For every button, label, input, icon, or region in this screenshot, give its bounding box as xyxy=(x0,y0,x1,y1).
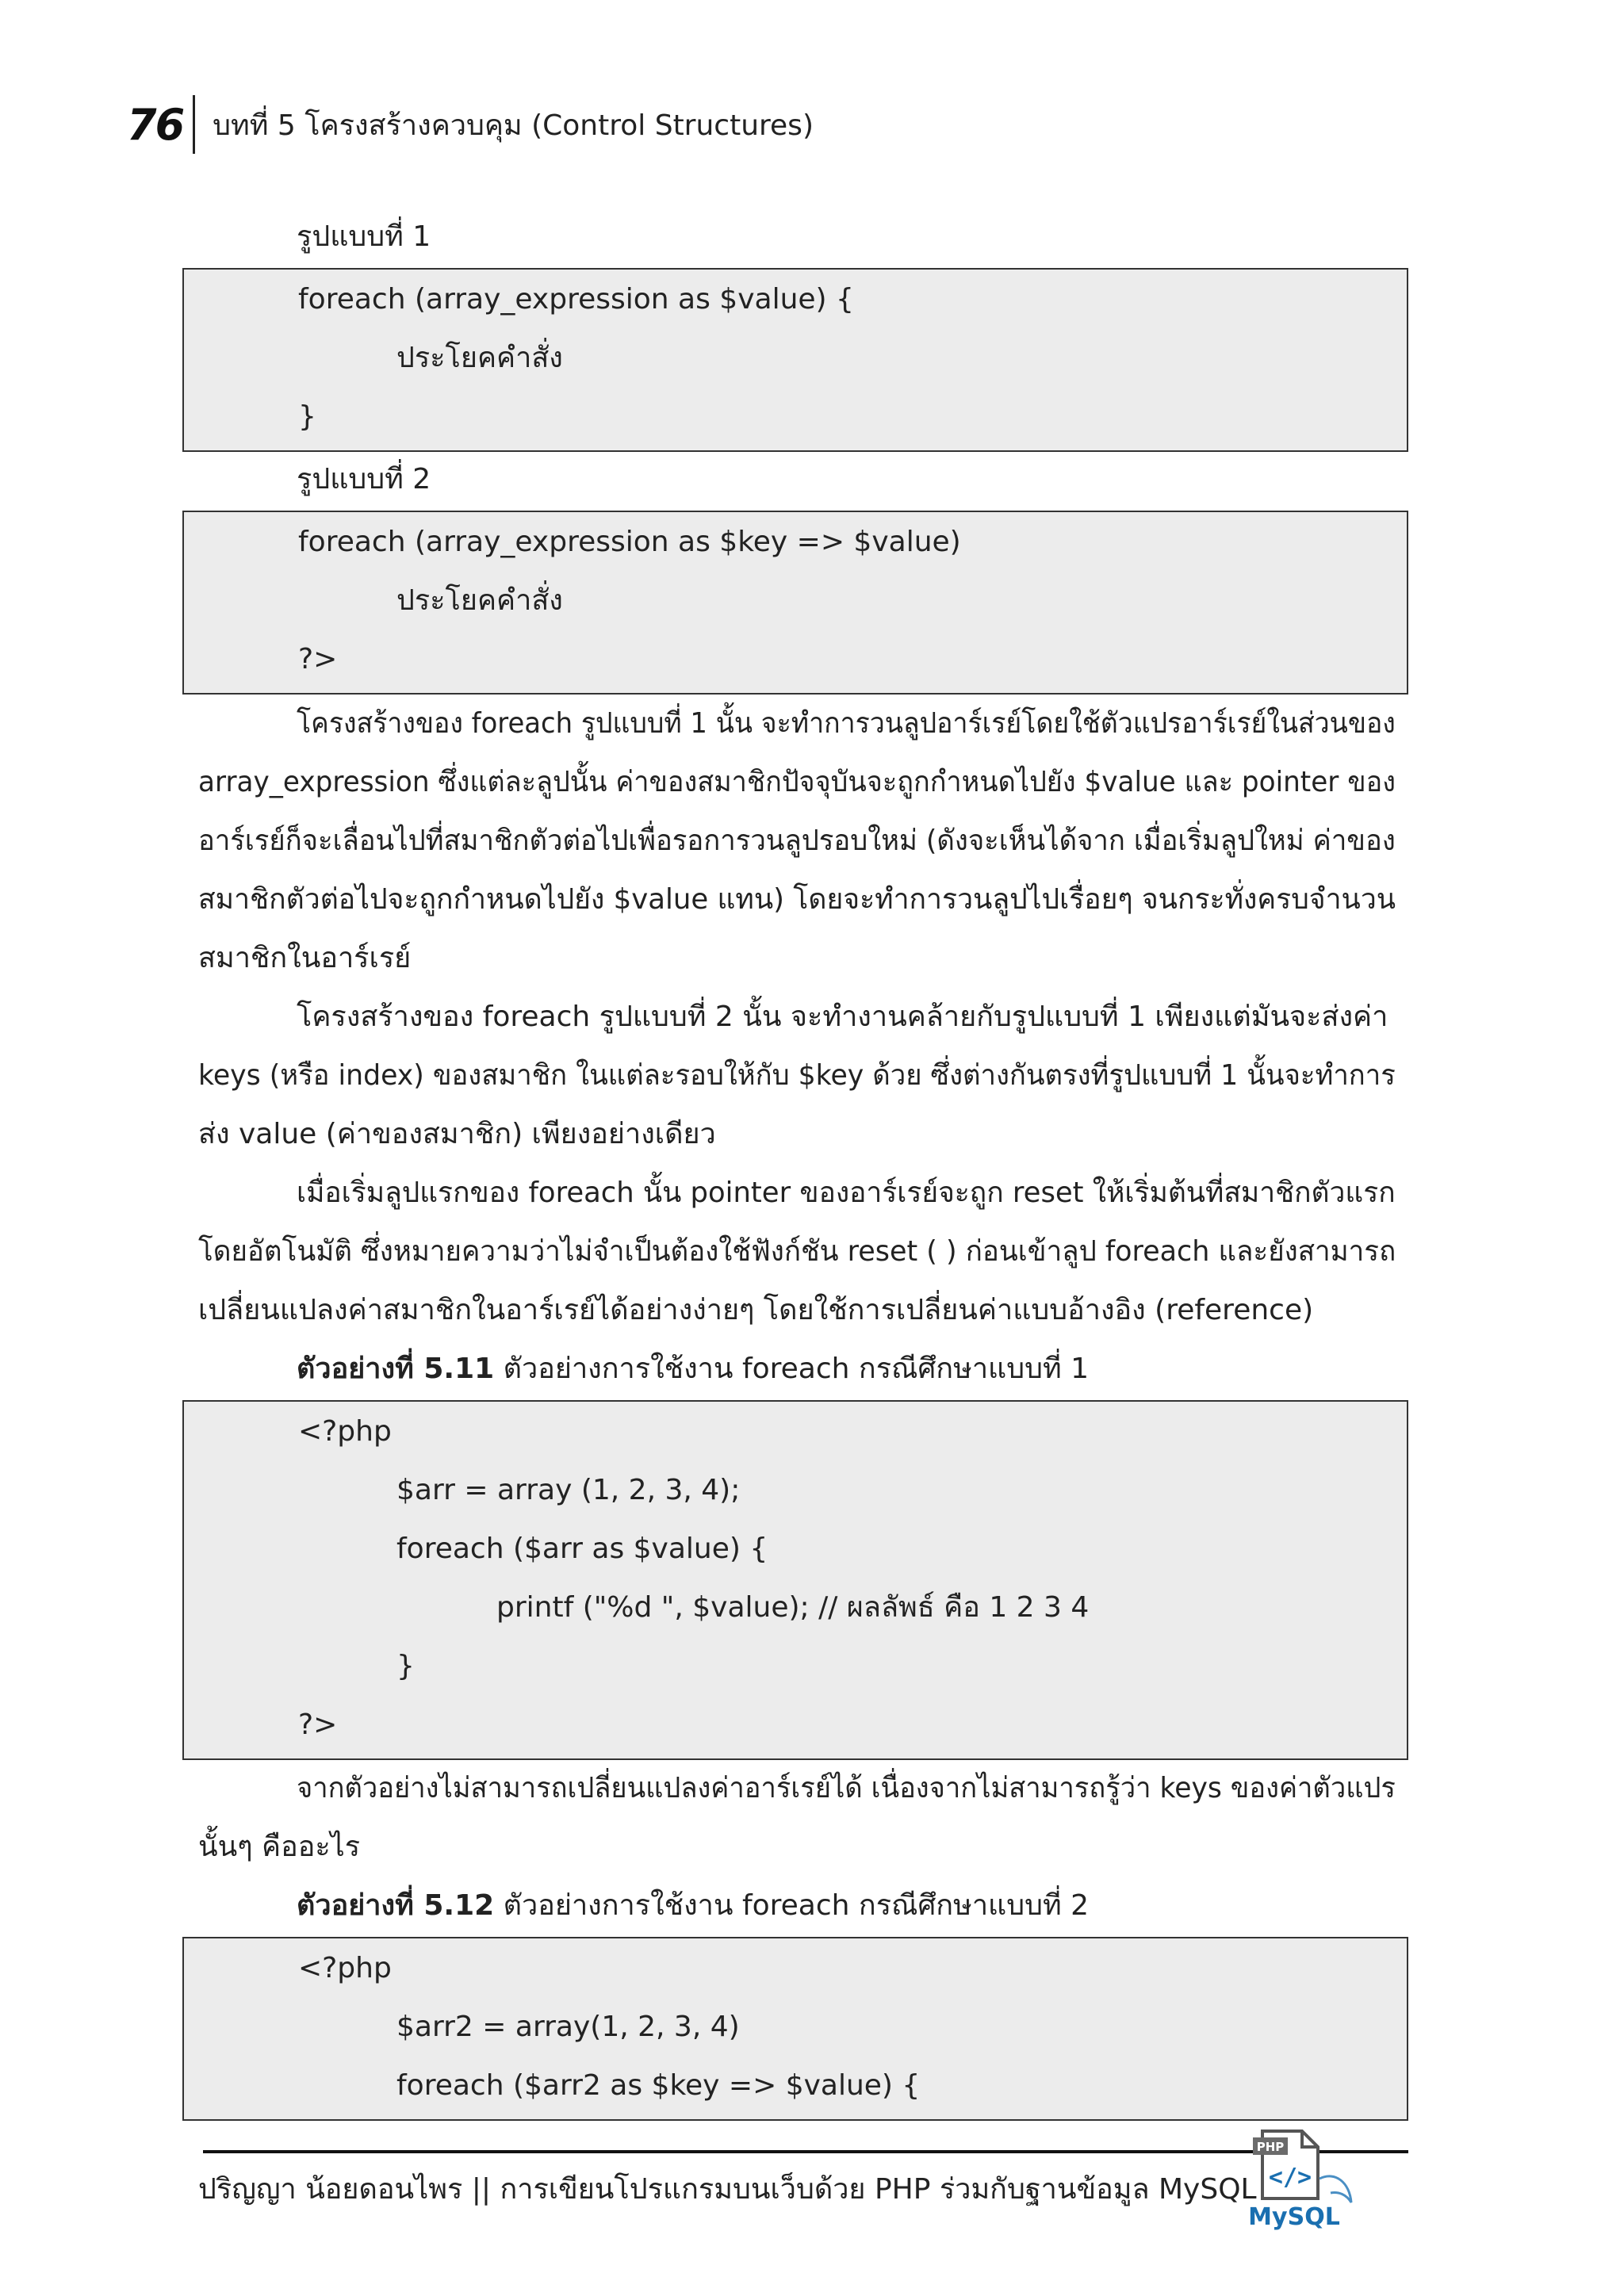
example2-number: ตัวอย่างที่ 5.12 xyxy=(297,1889,495,1922)
paragraph-line: อาร์เรย์ก็จะเลื่อนไปที่สมาชิกตัวต่อไปเพื่อรอการวนลูปรอบใหม่ (ดังจะเห็นได้จาก เมื่อเริ่มลูปใหม่ ค่าของ xyxy=(198,825,1396,857)
paragraph-line: array_expression ซึ่งแต่ละลูปนั้น ค่าของสมาชิกปัจจุบันจะถูกกำหนดไปยัง $value และ pointer ของ xyxy=(198,766,1396,798)
example2-code-box xyxy=(182,1937,1408,2121)
example1-code-box xyxy=(182,1400,1408,1760)
code-line: foreach ($arr2 as $key => $value) { xyxy=(396,2069,921,2102)
page-number: 76 xyxy=(127,99,184,150)
paragraph-line: สมาชิกในอาร์เรย์ xyxy=(198,942,412,974)
paragraph-line: จากตัวอย่างไม่สามารถเปลี่ยนแปลงค่าอาร์เรย์ได้ เนื่องจากไม่สามารถรู้ว่า keys ของค่าตัวแปร xyxy=(297,1772,1396,1804)
paragraph-line: สมาชิกตัวต่อไปจะถูกกำหนดไปยัง $value แทน) โดยจะทำการวนลูปไปเรื่อยๆ จนกระทั่งครบจำนวน xyxy=(198,883,1396,916)
example2-title: ตัวอย่างการใช้งาน foreach กรณีศึกษาแบบที่ 2 xyxy=(494,1889,1090,1922)
form1-label: รูปแบบที่ 1 xyxy=(297,220,431,253)
code-line: printf ("%d ", $value); // ผลลัพธ์ คือ 1 2 3 4 xyxy=(496,1591,1090,1624)
paragraph-line: โดยอัตโนมัติ ซึ่งหมายความว่าไม่จำเป็นต้องใช้ฟังก์ชัน reset ( ) ก่อนเข้าลูป foreach และยังสามารถ xyxy=(198,1235,1396,1268)
header-divider xyxy=(193,95,195,154)
footer-text: ปริญญา น้อยดอนไพร || การเขียนโปรแกรมบนเว็บด้วย PHP ร่วมกับฐานข้อมูล MySQL xyxy=(198,2173,1257,2206)
code-line: } xyxy=(396,1650,415,1682)
paragraph-line: เปลี่ยนแปลงค่าสมาชิกในอาร์เรย์ได้อย่างง่ายๆ โดยใช้การเปลี่ยนค่าแบบอ้างอิง (reference) xyxy=(198,1294,1314,1326)
example1-caption xyxy=(297,1350,1089,1388)
example2-caption xyxy=(297,1887,1089,1925)
code-line: $arr = array (1, 2, 3, 4); xyxy=(396,1474,741,1506)
mysql-wordmark: MySQL xyxy=(1248,2203,1340,2231)
code-line: foreach (array_expression as $value) { xyxy=(298,283,854,316)
code-line: <?php xyxy=(298,1415,392,1448)
code-line: foreach (array_expression as $key => $value) xyxy=(298,526,961,558)
chapter-title: บทที่ 5 โครงสร้างควบคุม (Control Structures) xyxy=(213,109,814,142)
code-line: $arr2 = array(1, 2, 3, 4) xyxy=(396,2011,740,2043)
php-mysql-logo-icon xyxy=(1247,2123,1365,2234)
code-line: foreach ($arr as $value) { xyxy=(396,1533,768,1565)
form2-code-box xyxy=(182,511,1408,695)
paragraph-line: เมื่อเริ่มลูปแรกของ foreach นั้น pointer ของอาร์เรย์จะถูก reset ให้เริ่มต้นที่สมาชิกตัวแรก xyxy=(297,1177,1396,1209)
dolphin-icon xyxy=(1320,2176,1351,2202)
code-brackets-glyph: </> xyxy=(1268,2164,1312,2191)
code-line: ?> xyxy=(298,643,338,675)
code-line: ประโยคคำสั่ง xyxy=(396,584,563,617)
code-line: <?php xyxy=(298,1952,392,1984)
form2-label: รูปแบบที่ 2 xyxy=(297,463,431,496)
paragraph-line: ส่ง value (ค่าของสมาชิก) เพียงอย่างเดียว xyxy=(198,1118,716,1150)
footer-rule xyxy=(203,2150,1408,2153)
example1-title: ตัวอย่างการใช้งาน foreach กรณีศึกษาแบบที่ 1 xyxy=(494,1353,1090,1385)
code-line: ประโยคคำสั่ง xyxy=(396,342,563,374)
paragraph-line: โครงสร้างของ foreach รูปแบบที่ 1 นั้น จะทำการวนลูปอาร์เรย์โดยใช้ตัวแปรอาร์เรย์ในส่วนของ xyxy=(297,707,1396,740)
form1-code-box xyxy=(182,268,1408,452)
page-header xyxy=(127,95,814,154)
code-line: ?> xyxy=(298,1709,338,1741)
code-line: } xyxy=(298,400,316,433)
paragraph-line: โครงสร้างของ foreach รูปแบบที่ 2 นั้น จะทำงานคล้ายกับรูปแบบที่ 1 เพียงแต่มันจะส่งค่า xyxy=(297,1001,1388,1033)
example1-number: ตัวอย่างที่ 5.11 xyxy=(297,1353,495,1385)
paragraph-line: นั้นๆ คืออะไร xyxy=(198,1831,361,1863)
php-badge-text: PHP xyxy=(1256,2140,1285,2154)
paragraph-line: keys (หรือ index) ของสมาชิก ในแต่ละรอบให้กับ $key ด้วย ซึ่งต่างกันตรงที่รูปแบบที่ 1 นั้นจะทำการ xyxy=(198,1059,1396,1092)
